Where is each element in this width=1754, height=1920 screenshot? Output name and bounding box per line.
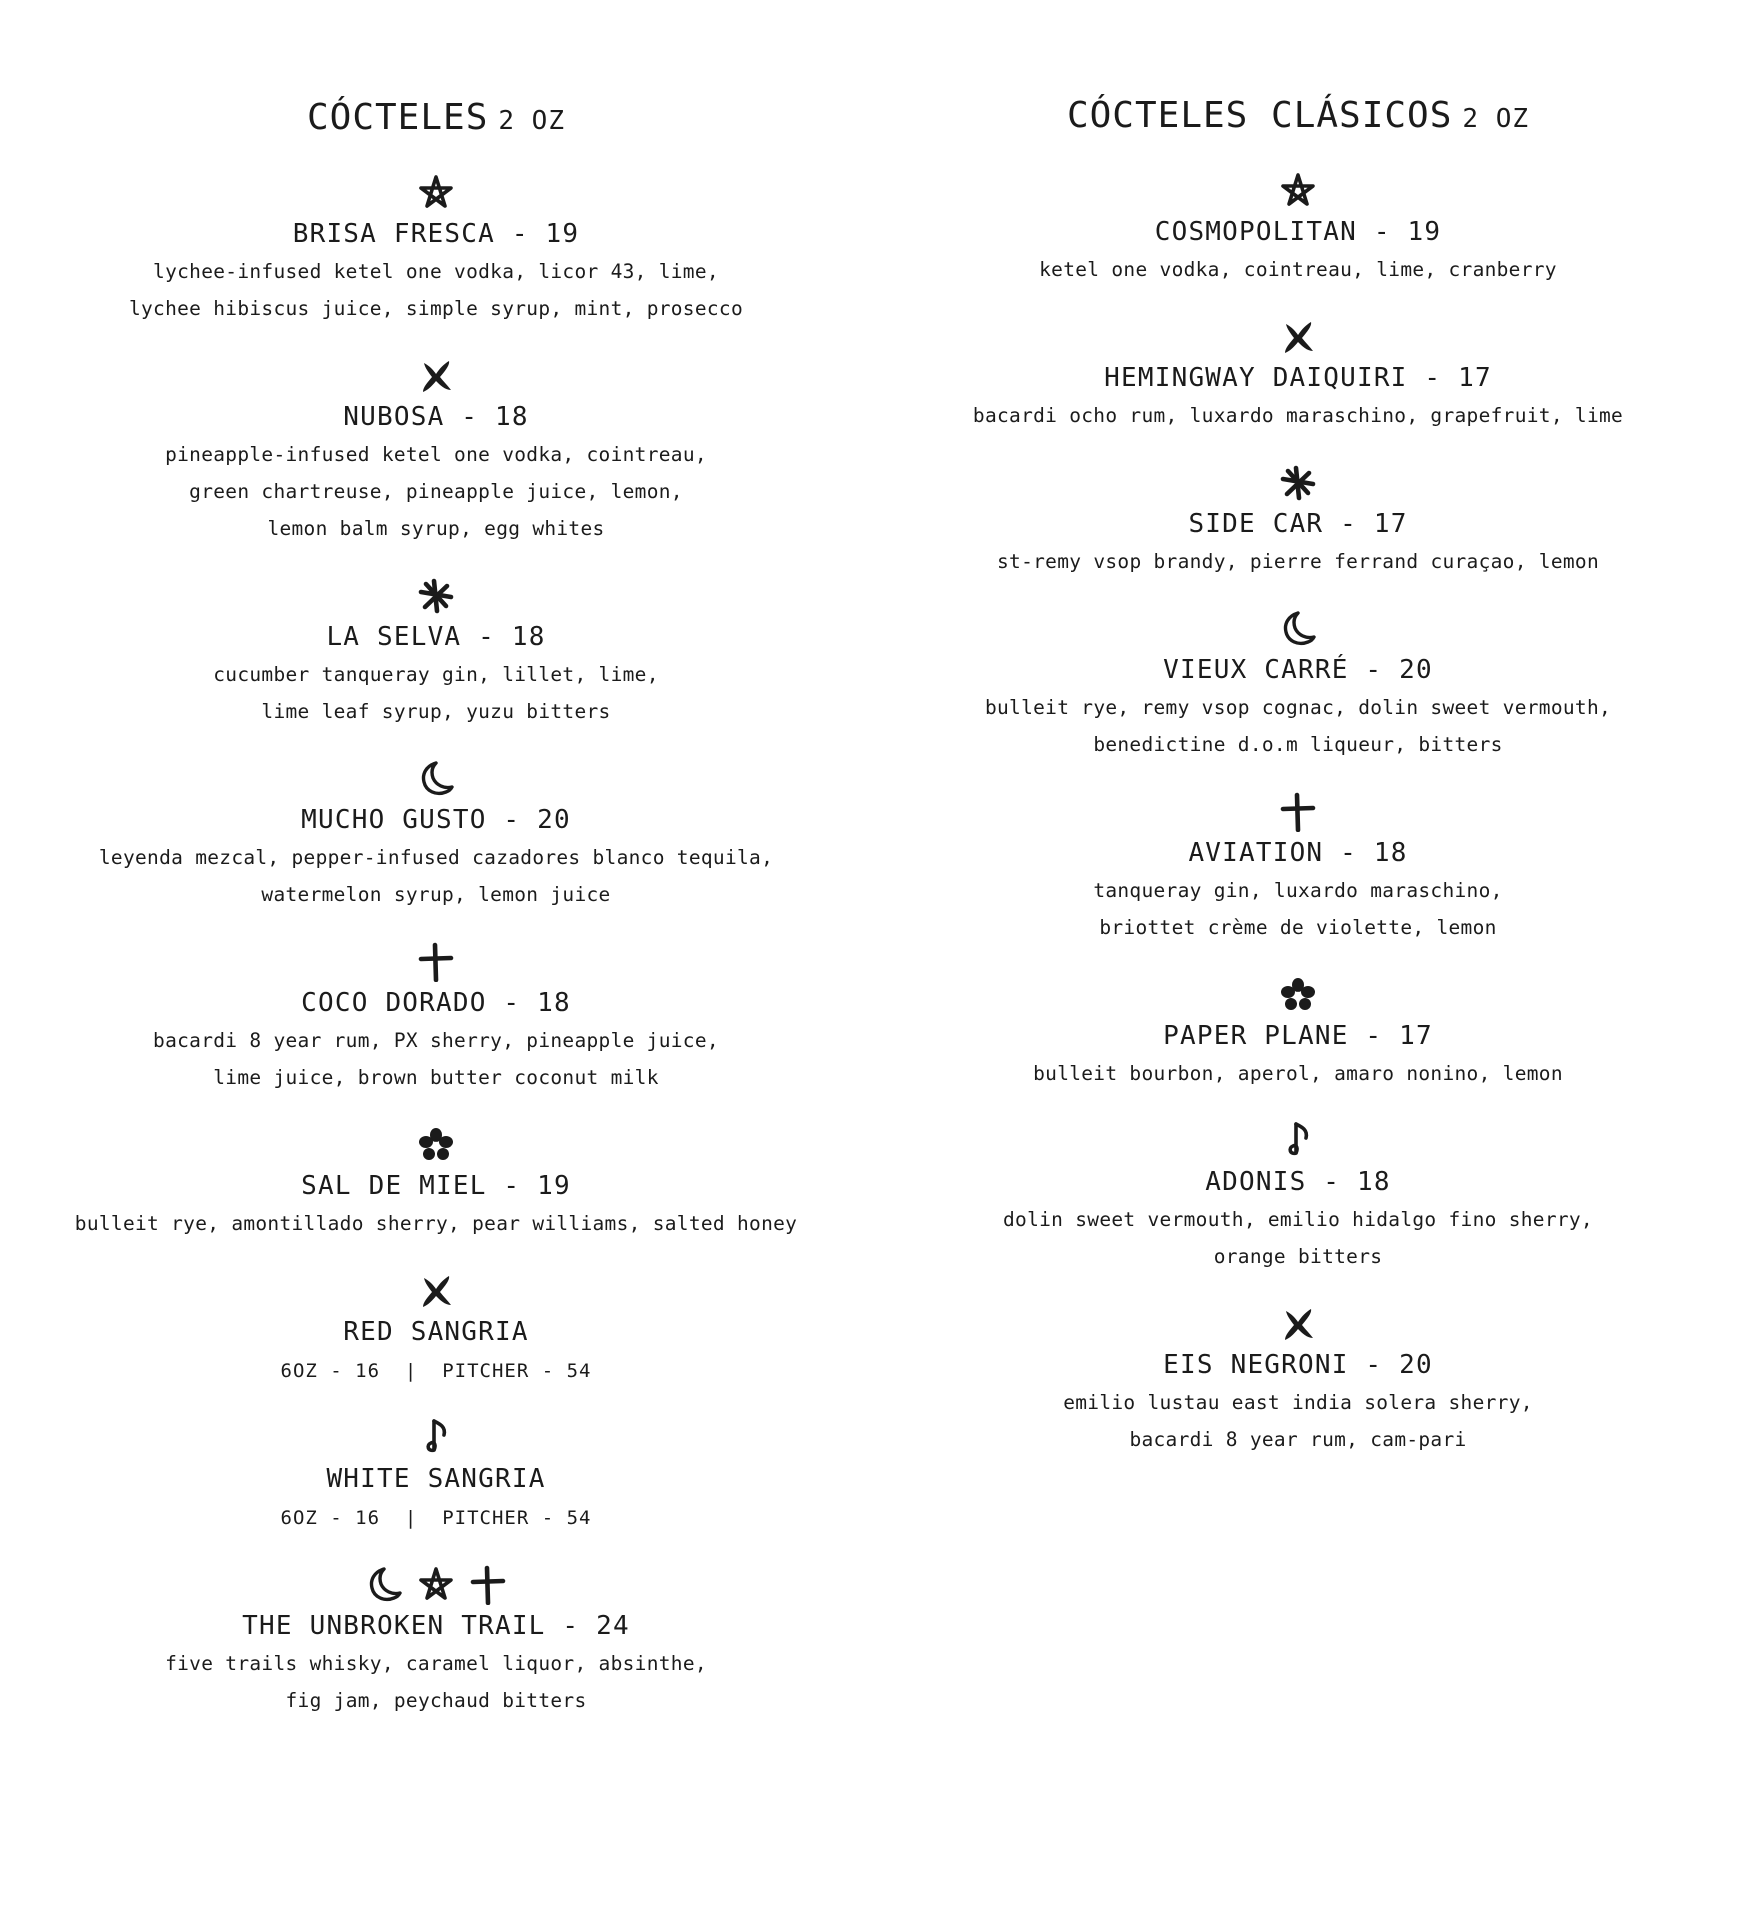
icon-row (926, 975, 1670, 1015)
cocktail-item (926, 463, 1670, 580)
flower-icon (416, 1125, 456, 1165)
cocktail-name: VIEUX CARRÉ - 20 (1163, 655, 1433, 685)
cocktail-description (58, 839, 814, 913)
description-line: lime leaf syrup, yuzu bitters (261, 700, 611, 723)
cocktail-description (926, 251, 1670, 288)
description-line: green chartreuse, pineapple juice, lemon, (189, 480, 683, 503)
description-line: five trails whisky, caramel liquor, absinthe, (165, 1652, 707, 1675)
x-cross-icon (416, 356, 456, 396)
cocktail-item (58, 1565, 814, 1719)
description-line: fig jam, peychaud bitters (285, 1689, 587, 1712)
description-line: benedictine d.o.m liqueur, bitters (1093, 733, 1503, 756)
music-note-icon (416, 1418, 456, 1458)
description-line: bulleit rye, amontillado sherry, pear williams, salted honey (74, 1212, 798, 1235)
icon-row (926, 792, 1670, 832)
cocktail-item (58, 576, 814, 730)
cocktail-name: HEMINGWAY DAIQUIRI - 17 (1104, 363, 1492, 393)
plus-cross-icon (468, 1565, 508, 1605)
cocktail-description (58, 1022, 814, 1096)
description-line: briottet crème de violette, lemon (1099, 916, 1497, 939)
section-title-text: CÓCTELES (306, 97, 489, 138)
description-line: leyenda mezcal, pepper-infused cazadores blanco tequila, (98, 846, 774, 869)
cocteles-section (58, 96, 814, 1719)
description-line: emilio lustau east india solera sherry, (1063, 1391, 1533, 1414)
x-cross-icon (1278, 317, 1318, 357)
icon-row (58, 1565, 814, 1605)
cocktail-name: MUCHO GUSTO - 20 (301, 805, 571, 835)
description-line: bacardi 8 year rum, cam-pari (1129, 1428, 1467, 1451)
description-line: orange bitters (1213, 1245, 1383, 1268)
cocktail-item (926, 975, 1670, 1092)
cocktail-name: COSMOPOLITAN - 19 (1154, 217, 1442, 247)
cocktail-name: COCO DORADO - 18 (301, 988, 571, 1018)
price-line: 6OZ - 16 | PITCHER - 54 (280, 1360, 592, 1382)
cocktail-item (926, 609, 1670, 763)
cocktail-name: SIDE CAR - 17 (1188, 509, 1408, 539)
description-line: lychee hibiscus juice, simple syrup, mint, prosecco (128, 297, 744, 320)
description-line: tanqueray gin, luxardo maraschino, (1093, 879, 1503, 902)
plus-cross-icon (1278, 792, 1318, 832)
cocteles-clasicos-section (926, 94, 1670, 1458)
icon-row (926, 463, 1670, 503)
cocktail-item (926, 792, 1670, 946)
cocktail-item (58, 1125, 814, 1242)
description-line: ketel one vodka, cointreau, lime, cranberry (1039, 258, 1557, 281)
icon-row (58, 1271, 814, 1311)
cocktail-item (926, 317, 1670, 434)
section-unit: 2 OZ (1462, 104, 1530, 134)
icon-row (926, 317, 1670, 357)
cocktail-name: THE UNBROKEN TRAIL - 24 (242, 1611, 630, 1641)
icon-row (58, 1418, 814, 1458)
cocktail-list (926, 171, 1670, 1458)
cocktail-description (58, 253, 814, 327)
icon-row (926, 1121, 1670, 1161)
cocktail-item (58, 1271, 814, 1389)
icon-row (926, 609, 1670, 649)
music-note-icon (1278, 1121, 1318, 1161)
cocktail-list (58, 173, 814, 1719)
cocktail-name: BRISA FRESCA - 19 (292, 219, 580, 249)
cocktail-item (58, 173, 814, 327)
cocktail-description (926, 1055, 1670, 1092)
cocktail-name: RED SANGRIA (343, 1317, 529, 1347)
icon-row (58, 1125, 814, 1165)
section-title (58, 96, 814, 143)
icon-row (926, 171, 1670, 211)
cocktail-item (926, 1304, 1670, 1458)
section-title-text: CÓCTELES CLÁSICOS (1066, 95, 1453, 136)
cocktail-item (926, 171, 1670, 288)
cocktail-description (926, 397, 1670, 434)
x-cross-icon (1278, 1304, 1318, 1344)
crescent-moon-icon (364, 1565, 404, 1605)
cocktail-name: WHITE SANGRIA (326, 1464, 546, 1494)
description-line: lemon balm syrup, egg whites (267, 517, 605, 540)
description-line: bacardi ocho rum, luxardo maraschino, grapefruit, lime (972, 404, 1624, 427)
cocktail-description (58, 1205, 814, 1242)
pentagram-star-icon (416, 1565, 456, 1605)
x-cross-icon (416, 1271, 456, 1311)
cocktail-name: PAPER PLANE - 17 (1163, 1021, 1433, 1051)
plus-cross-icon (416, 942, 456, 982)
icon-row (58, 942, 814, 982)
cocktail-name: AVIATION - 18 (1188, 838, 1408, 868)
crescent-moon-icon (416, 759, 456, 799)
crescent-moon-icon (1278, 609, 1318, 649)
description-line: bulleit rye, remy vsop cognac, dolin sweet vermouth, (984, 696, 1612, 719)
asterisk-icon (1278, 463, 1318, 503)
description-line: lychee-infused ketel one vodka, licor 43, lime, (153, 260, 719, 283)
description-line: lime juice, brown butter coconut milk (213, 1066, 659, 1089)
cocktail-name: SAL DE MIEL - 19 (301, 1171, 571, 1201)
cocktail-description (926, 689, 1670, 763)
cocktail-item (58, 942, 814, 1096)
description-line: st-remy vsop brandy, pierre ferrand curaçao, lemon (997, 550, 1599, 573)
cocktail-name: LA SELVA - 18 (326, 622, 546, 652)
icon-row (58, 759, 814, 799)
description-line: dolin sweet vermouth, emilio hidalgo fino sherry, (1003, 1208, 1593, 1231)
section-title (926, 94, 1670, 141)
cocktail-item (58, 759, 814, 913)
pentagram-star-icon (1278, 171, 1318, 211)
cocktail-item (58, 1418, 814, 1536)
cocktail-description (926, 543, 1670, 580)
description-line: bulleit bourbon, aperol, amaro nonino, lemon (1033, 1062, 1563, 1085)
cocktail-description (58, 436, 814, 547)
description-line: watermelon syrup, lemon juice (261, 883, 611, 906)
icon-row (58, 356, 814, 396)
cocktail-name: NUBOSA - 18 (343, 402, 529, 432)
icon-row (58, 173, 814, 213)
cocktail-name: ADONIS - 18 (1205, 1167, 1391, 1197)
pentagram-star-icon (416, 173, 456, 213)
icon-row (926, 1304, 1670, 1344)
price-line: 6OZ - 16 | PITCHER - 54 (280, 1507, 592, 1529)
cocktail-item (58, 356, 814, 547)
description-line: bacardi 8 year rum, PX sherry, pineapple juice, (153, 1029, 719, 1052)
cocktail-description (58, 656, 814, 730)
description-line: pineapple-infused ketel one vodka, cointreau, (165, 443, 707, 466)
cocktail-description (58, 1645, 814, 1719)
cocktail-description (926, 1384, 1670, 1458)
cocktail-description (926, 872, 1670, 946)
cocktail-description (926, 1201, 1670, 1275)
asterisk-icon (416, 576, 456, 616)
cocktail-item (926, 1121, 1670, 1275)
icon-row (58, 576, 814, 616)
flower-icon (1278, 975, 1318, 1015)
section-unit: 2 OZ (498, 106, 565, 136)
cocktail-name: EIS NEGRONI - 20 (1163, 1350, 1433, 1380)
description-line: cucumber tanqueray gin, lillet, lime, (213, 663, 659, 686)
